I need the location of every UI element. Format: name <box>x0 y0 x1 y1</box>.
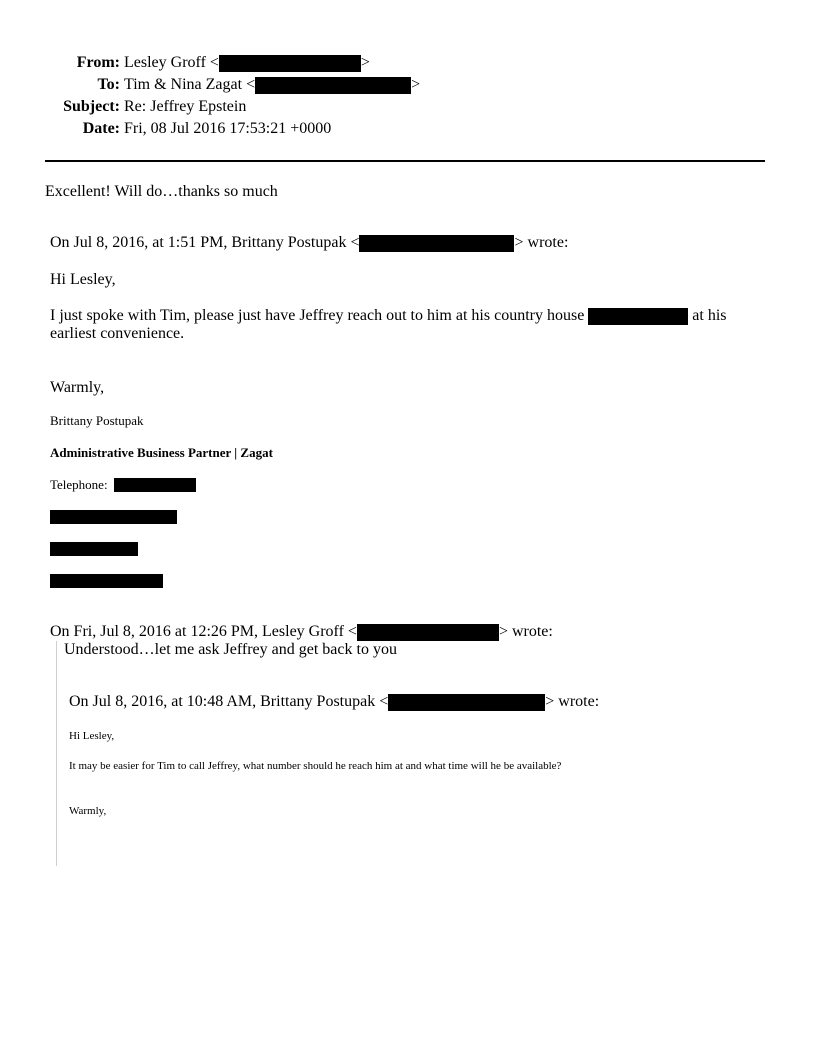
date-label: Date: <box>82 120 120 137</box>
quote1-greeting: Hi Lesley, <box>50 271 116 288</box>
quote2-text: Understood…let me ask Jeffrey and get back to you <box>64 641 397 658</box>
signature-phone <box>50 477 108 493</box>
quote2-attribution <box>50 623 553 641</box>
subject-label: Subject: <box>63 98 120 115</box>
quote1-closing: Warmly, <box>50 379 105 396</box>
quote3-text: It may be easier for Tim to call Jeffrey, what number should he reach him at and what time will he be available? <box>69 760 562 772</box>
from-name: Lesley Groff < <box>124 54 219 71</box>
redaction-box <box>359 235 514 252</box>
quote1-line1-b: at his <box>692 307 727 324</box>
attribution-suffix: > wrote: <box>514 234 569 251</box>
redaction-box <box>50 510 177 524</box>
to-label: To: <box>97 76 120 93</box>
from-label: From: <box>76 54 120 71</box>
angle-close: > <box>411 76 421 93</box>
to-value <box>124 76 420 94</box>
signature-name: Brittany Postupak <box>50 413 144 428</box>
redaction-box <box>50 574 163 588</box>
quote3-closing: Warmly, <box>69 805 107 817</box>
phone-label: Telephone: <box>50 477 108 492</box>
redaction-box <box>255 77 411 94</box>
redaction-box <box>588 308 688 325</box>
redaction-box <box>114 478 196 492</box>
quote3-greeting: Hi Lesley, <box>69 730 115 742</box>
redaction-box <box>357 624 499 641</box>
quote-bar <box>56 641 57 866</box>
attribution-prefix: On Jul 8, 2016, at 10:48 AM, Brittany Postupak < <box>69 693 389 710</box>
from-value <box>124 54 370 72</box>
attribution-prefix: On Jul 8, 2016, at 1:51 PM, Brittany Postupak < <box>50 234 360 251</box>
header-divider <box>45 160 765 162</box>
quote1-line1 <box>50 307 727 325</box>
angle-close: > <box>360 54 370 71</box>
date-value: Fri, 08 Jul 2016 17:53:21 +0000 <box>124 120 332 137</box>
signature-title: Administrative Business Partner | Zagat <box>50 445 273 460</box>
attribution-suffix: > wrote: <box>498 623 553 640</box>
redaction-box <box>50 542 138 556</box>
quote1-line2: earliest convenience. <box>50 325 185 342</box>
quote1-attribution <box>50 234 568 252</box>
reply-text: Excellent! Will do…thanks so much <box>45 183 278 200</box>
redaction-box <box>219 55 361 72</box>
redaction-box <box>388 694 545 711</box>
quote3-attribution <box>69 693 599 711</box>
to-name: Tim & Nina Zagat < <box>124 76 256 93</box>
attribution-prefix: On Fri, Jul 8, 2016 at 12:26 PM, Lesley Groff < <box>50 623 357 640</box>
attribution-suffix: > wrote: <box>545 693 600 710</box>
subject-value: Re: Jeffrey Epstein <box>124 98 247 115</box>
quote1-line1-a: I just spoke with Tim, please just have Jeffrey reach out to him at his country house <box>50 307 585 324</box>
